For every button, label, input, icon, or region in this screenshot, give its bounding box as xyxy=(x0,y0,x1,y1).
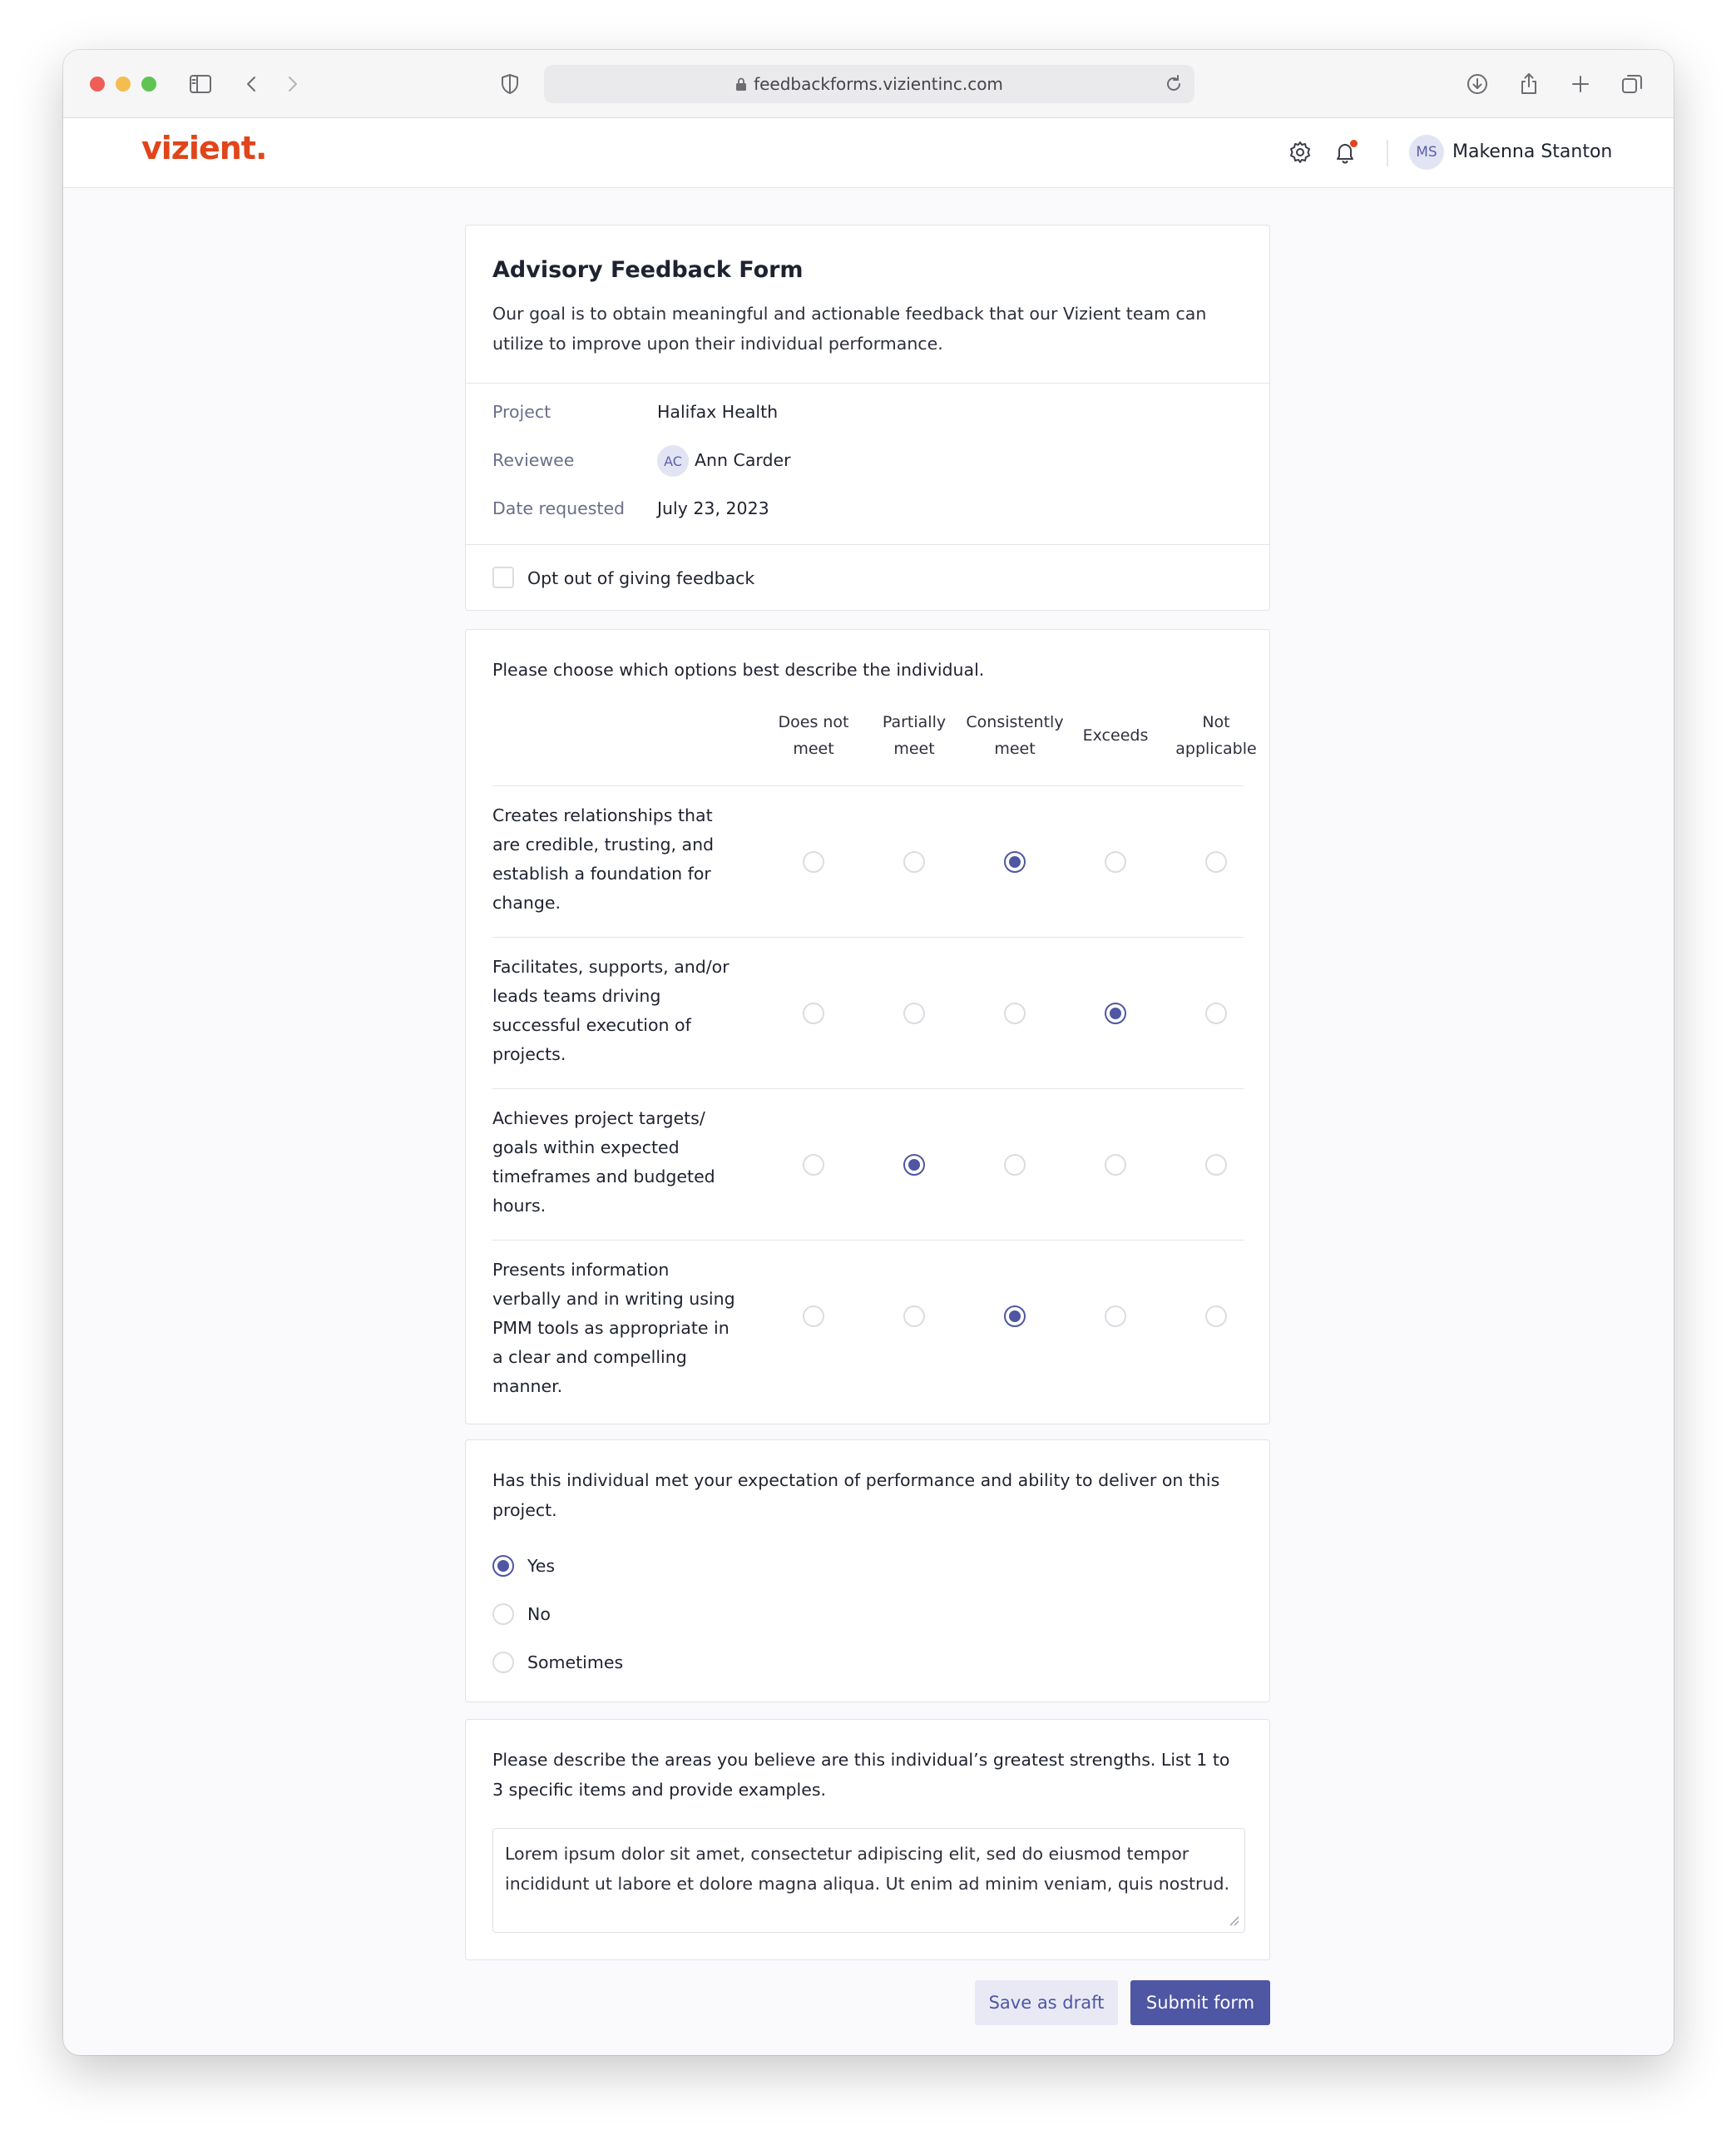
expectation-radio-sometimes[interactable] xyxy=(492,1652,514,1673)
rating-radio[interactable] xyxy=(903,1003,925,1024)
rating-row-label: Presents information verbally and in writing using PMM tools as appropriate in a clear and compelling manner. xyxy=(492,1260,735,1396)
rating-radio[interactable] xyxy=(1205,1003,1227,1024)
rating-radio[interactable] xyxy=(1205,1305,1227,1327)
rating-radio[interactable] xyxy=(1105,1003,1126,1024)
project-label: Project xyxy=(492,402,551,422)
app-header xyxy=(63,118,1674,188)
form-info-card xyxy=(465,225,1270,611)
section-divider xyxy=(466,544,1269,545)
rating-column-header: Exceeds xyxy=(1082,726,1149,745)
forward-icon[interactable] xyxy=(276,68,308,100)
rating-radio[interactable] xyxy=(1105,851,1126,873)
share-icon[interactable] xyxy=(1513,68,1545,100)
table-row-divider xyxy=(492,785,1244,786)
reviewee-value: Ann Carder xyxy=(695,450,791,470)
section-divider xyxy=(466,383,1269,384)
reload-icon[interactable] xyxy=(1163,73,1185,95)
table-row-divider xyxy=(492,937,1244,938)
rating-row-label: Achieves project targets/ goals within expected timeframes and budgeted hours. xyxy=(492,1108,715,1216)
expectation-option-label[interactable]: Sometimes xyxy=(527,1652,624,1672)
back-icon[interactable] xyxy=(236,68,268,100)
browser-toolbar xyxy=(63,50,1674,118)
notification-badge xyxy=(1350,140,1358,147)
expectation-question: Has this individual met your expectation of performance and ability to deliver on this project. xyxy=(492,1470,1220,1520)
resize-handle-icon[interactable] xyxy=(1228,1915,1239,1926)
rating-radio[interactable] xyxy=(803,1305,824,1327)
strengths-textarea[interactable] xyxy=(492,1828,1245,1933)
header-divider xyxy=(1387,140,1388,166)
rating-column-header: Partially meet xyxy=(882,713,947,758)
opt-out-checkbox[interactable] xyxy=(492,567,514,588)
project-value: Halifax Health xyxy=(657,402,779,422)
rating-intro: Please choose which options best describe the individual. xyxy=(492,660,985,680)
maximize-window-button[interactable] xyxy=(141,77,156,92)
expectation-option-label[interactable]: No xyxy=(527,1604,551,1624)
rating-radio[interactable] xyxy=(1004,1003,1026,1024)
rating-row-label: Facilitates, supports, and/or leads teams driving successful execution of projects. xyxy=(492,957,730,1064)
date-requested-label: Date requested xyxy=(492,498,626,518)
rating-radio[interactable] xyxy=(803,1003,824,1024)
rating-radio[interactable] xyxy=(803,851,824,873)
opt-out-label[interactable]: Opt out of giving feedback xyxy=(527,568,755,588)
rating-column-header: Consistently meet xyxy=(966,713,1064,758)
rating-radio[interactable] xyxy=(903,1305,925,1327)
table-row-divider xyxy=(492,1088,1244,1089)
rating-radio[interactable] xyxy=(903,1154,925,1176)
rating-radio[interactable] xyxy=(803,1154,824,1176)
rating-radio[interactable] xyxy=(1105,1154,1126,1176)
page-title: Advisory Feedback Form xyxy=(492,257,804,283)
close-window-button[interactable] xyxy=(90,77,105,92)
table-row-divider xyxy=(492,1240,1244,1241)
expectation-option-label[interactable]: Yes xyxy=(527,1556,556,1576)
sidebar-toggle-icon[interactable] xyxy=(185,68,216,100)
download-icon[interactable] xyxy=(1462,68,1493,100)
rating-row-label: Creates relationships that are credible, trusting, and establish a foundation for change. xyxy=(492,805,715,913)
reviewee-label: Reviewee xyxy=(492,450,575,470)
tab-overview-icon[interactable] xyxy=(1616,68,1648,100)
rating-column-header: Not applicable xyxy=(1175,713,1257,758)
rating-radio[interactable] xyxy=(903,851,925,873)
save-draft-button[interactable]: Save as draft xyxy=(975,1980,1118,2025)
expectation-radio-yes[interactable] xyxy=(492,1555,514,1577)
user-avatar[interactable]: MS xyxy=(1409,135,1444,170)
expectation-card xyxy=(465,1439,1270,1702)
rating-radio[interactable] xyxy=(1105,1305,1126,1327)
privacy-shield-icon[interactable] xyxy=(494,68,526,100)
vizient-logo[interactable]: vizient. xyxy=(141,130,267,166)
rating-radio[interactable] xyxy=(1004,1154,1026,1176)
rating-column-header: Does not meet xyxy=(778,713,849,758)
rating-radio[interactable] xyxy=(1205,851,1227,873)
settings-gear-icon[interactable] xyxy=(1286,138,1314,166)
rating-card xyxy=(465,629,1270,1424)
lock-icon xyxy=(735,77,747,91)
rating-radio[interactable] xyxy=(1004,1305,1026,1327)
submit-form-button[interactable]: Submit form xyxy=(1130,1980,1270,2025)
address-bar[interactable] xyxy=(544,65,1194,103)
url-text: feedbackforms.vizientinc.com xyxy=(754,74,1003,94)
rating-radio[interactable] xyxy=(1004,851,1026,873)
minimize-window-button[interactable] xyxy=(116,77,131,92)
rating-radio[interactable] xyxy=(1205,1154,1227,1176)
new-tab-icon[interactable] xyxy=(1565,68,1596,100)
user-name[interactable]: Makenna Stanton xyxy=(1452,141,1613,162)
reviewee-avatar: AC xyxy=(657,445,689,477)
date-requested-value: July 23, 2023 xyxy=(657,498,769,518)
notifications-bell-icon[interactable] xyxy=(1331,138,1359,166)
strengths-question: Please describe the areas you believe are this individual’s greatest strengths. List 1 to 3 specific items and provide examples. xyxy=(492,1750,1230,1800)
expectation-radio-no[interactable] xyxy=(492,1603,514,1625)
form-description: Our goal is to obtain meaningful and actionable feedback that our Vizient team can utilize to improve upon their individual performance. xyxy=(492,304,1207,354)
browser-window xyxy=(63,50,1674,2055)
strengths-card xyxy=(465,1719,1270,1960)
